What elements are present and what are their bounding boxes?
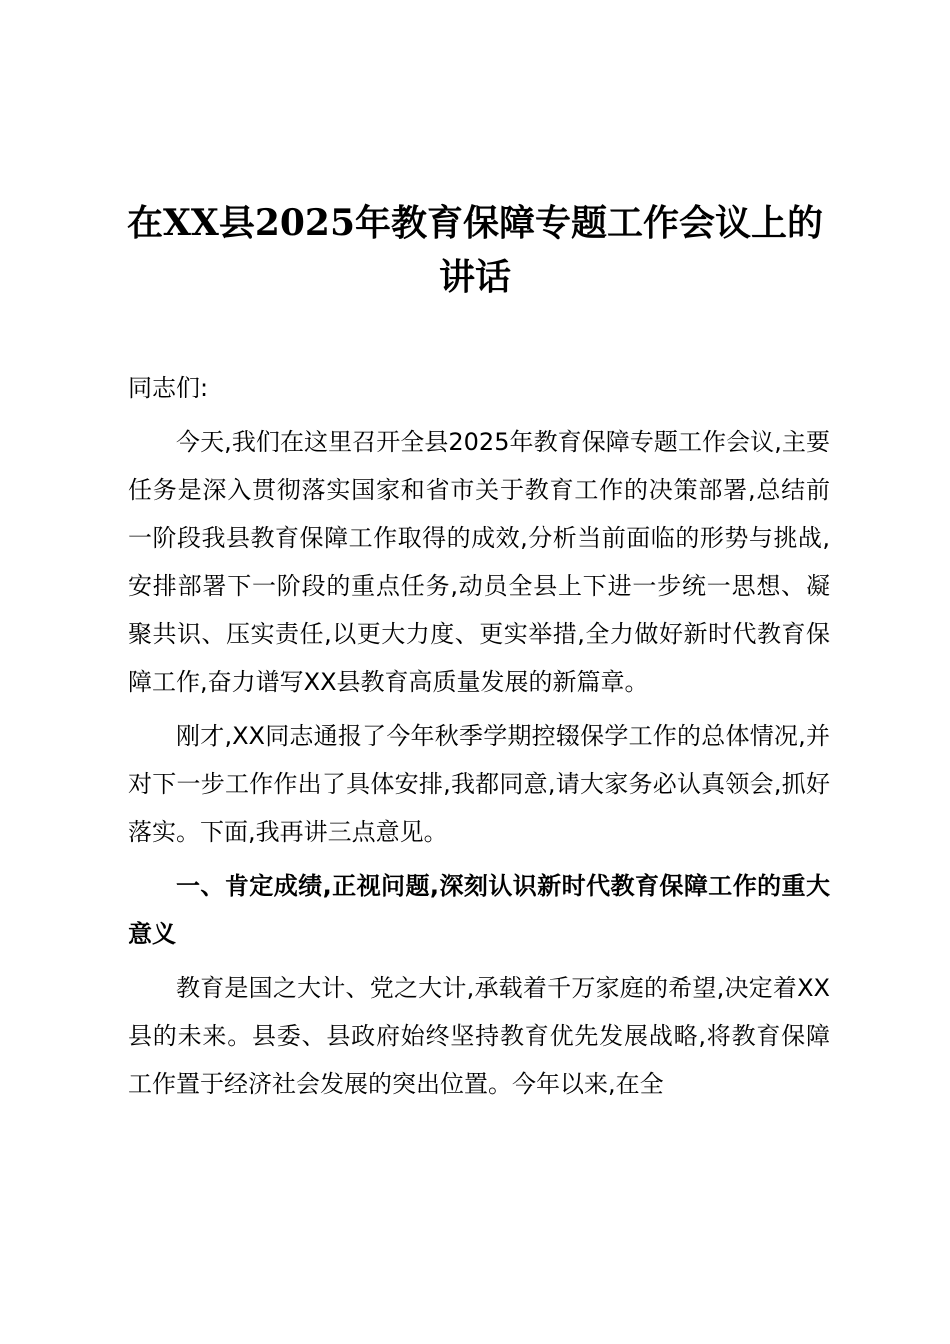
paragraph-opening: 今天,我们在这里召开全县2025年教育保障专题工作会议,主要任务是深入贯彻落实国家和省市关于教育工作的决策部署,总结前一阶段我县教育保障工作取得的成效,分析当前面临的形势与挑战,安排部署下一阶段的重点任务,动员全县上下进一步统一思想、凝聚共识、压实责任,以更大力度、更实举措,全力做好新时代教育保障工作,奋力谱写XX县教育高质量发展的新篇章。 (128, 428, 830, 696)
document-title: 在XX县2025年教育保障专题工作会议上的讲话 (126, 202, 824, 298)
section-1-paragraph: 教育是国之大计、党之大计,承载着千万家庭的希望,决定着XX县的未来。县委、县政府始终坚持教育优先发展战略,将教育保障工作置于经济社会发展的突出位置。今年以来,在全 (128, 974, 830, 1098)
section-heading-1: 一、肯定成绩,正视问题,深刻认识新时代教育保障工作的重大意义 (128, 872, 830, 948)
salutation: 同志们: (128, 374, 209, 402)
paragraph-briefing: 刚才,XX同志通报了今年秋季学期控辍保学工作的总体情况,并对下一步工作作出了具体安排,我都同意,请大家务必认真领会,抓好落实。下面,我再讲三点意见。 (128, 722, 830, 846)
document-body (128, 364, 830, 1114)
